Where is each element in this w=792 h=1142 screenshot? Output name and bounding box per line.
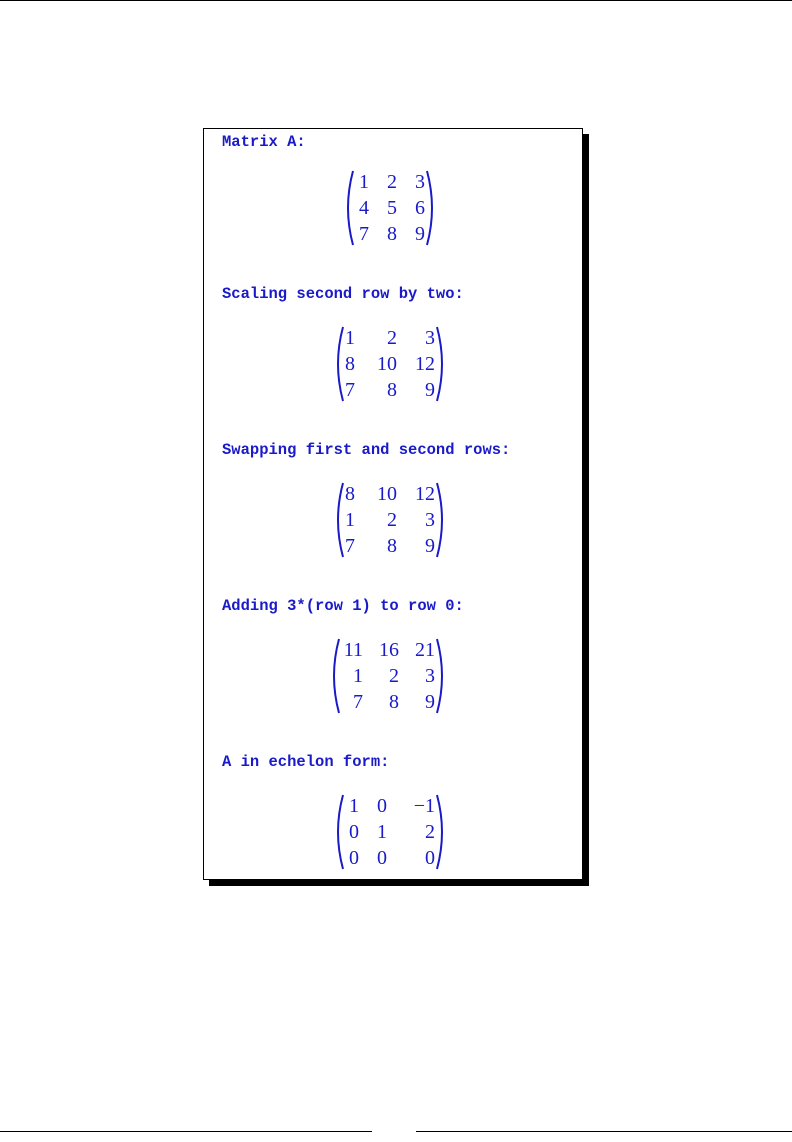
matrix-a (342, 169, 438, 247)
right-paren-icon (436, 637, 448, 715)
matrix-cell: 0 (349, 847, 359, 869)
matrix-cell: 4 (359, 197, 369, 219)
matrix-cell: 11 (343, 639, 363, 661)
right-paren-icon (436, 481, 448, 559)
section-title: Scaling second row by two: (222, 285, 464, 303)
matrix-cell: 9 (425, 379, 435, 401)
matrix-cell: 0 (377, 795, 387, 817)
matrix-cell: 1 (377, 821, 387, 843)
left-paren-icon (332, 481, 344, 559)
matrix-cell: 5 (387, 197, 397, 219)
matrix-cell: 12 (415, 483, 435, 505)
matrix-cell: 8 (389, 691, 399, 713)
left-paren-icon (328, 637, 340, 715)
matrix-cell: 2 (387, 327, 397, 349)
matrix-cell: 3 (425, 509, 435, 531)
section-title: A in echelon form: (222, 753, 390, 771)
matrix-cell: 0 (349, 821, 359, 843)
left-paren-icon (332, 793, 344, 871)
matrix-cell: 0 (425, 847, 435, 869)
left-paren-icon (342, 169, 354, 247)
matrix-cell: 9 (425, 535, 435, 557)
page-bottom-rule-left (0, 1131, 372, 1132)
matrix-cell: 2 (387, 509, 397, 531)
matrix-cell: 10 (377, 483, 397, 505)
matrix-cell: 16 (379, 639, 399, 661)
matrix-cell: 9 (415, 223, 425, 245)
matrix-cell: 3 (415, 171, 425, 193)
matrix-cell: 7 (345, 535, 355, 557)
matrix-cell: 2 (389, 665, 399, 687)
matrix-cell: 1 (345, 509, 355, 531)
right-paren-icon (426, 169, 438, 247)
output-panel (203, 128, 583, 880)
matrix-cell: 1 (345, 327, 355, 349)
matrix-cell: 8 (387, 535, 397, 557)
matrix-cell: 10 (377, 353, 397, 375)
matrix-cell: 6 (415, 197, 425, 219)
matrix-cell: 0 (377, 847, 387, 869)
right-paren-icon (436, 793, 448, 871)
matrix-cell: 1 (359, 171, 369, 193)
matrix-cell: 2 (425, 821, 435, 843)
matrix-cell: 8 (345, 483, 355, 505)
matrix-scaled (332, 325, 448, 403)
matrix-cell: 7 (359, 223, 369, 245)
section-title: Swapping first and second rows: (222, 441, 511, 459)
matrix-added (328, 637, 448, 715)
section-title: Matrix A: (222, 133, 306, 151)
matrix-cell: 9 (425, 691, 435, 713)
matrix-cell: 8 (387, 379, 397, 401)
matrix-swapped (332, 481, 448, 559)
matrix-echelon (332, 793, 448, 871)
matrix-cell: 8 (345, 353, 355, 375)
page-bottom-rule-right (416, 1131, 792, 1132)
matrix-cell: 1 (353, 665, 363, 687)
matrix-cell: 7 (345, 379, 355, 401)
matrix-cell: −1 (413, 795, 435, 817)
matrix-cell: 8 (387, 223, 397, 245)
matrix-cell: 3 (425, 327, 435, 349)
matrix-cell: 3 (425, 665, 435, 687)
matrix-cell: 2 (387, 171, 397, 193)
matrix-cell: 12 (415, 353, 435, 375)
section-title: Adding 3*(row 1) to row 0: (222, 597, 464, 615)
left-paren-icon (332, 325, 344, 403)
right-paren-icon (436, 325, 448, 403)
matrix-cell: 7 (353, 691, 363, 713)
matrix-cell: 1 (349, 795, 359, 817)
page-top-rule (0, 0, 792, 1)
matrix-cell: 21 (415, 639, 435, 661)
